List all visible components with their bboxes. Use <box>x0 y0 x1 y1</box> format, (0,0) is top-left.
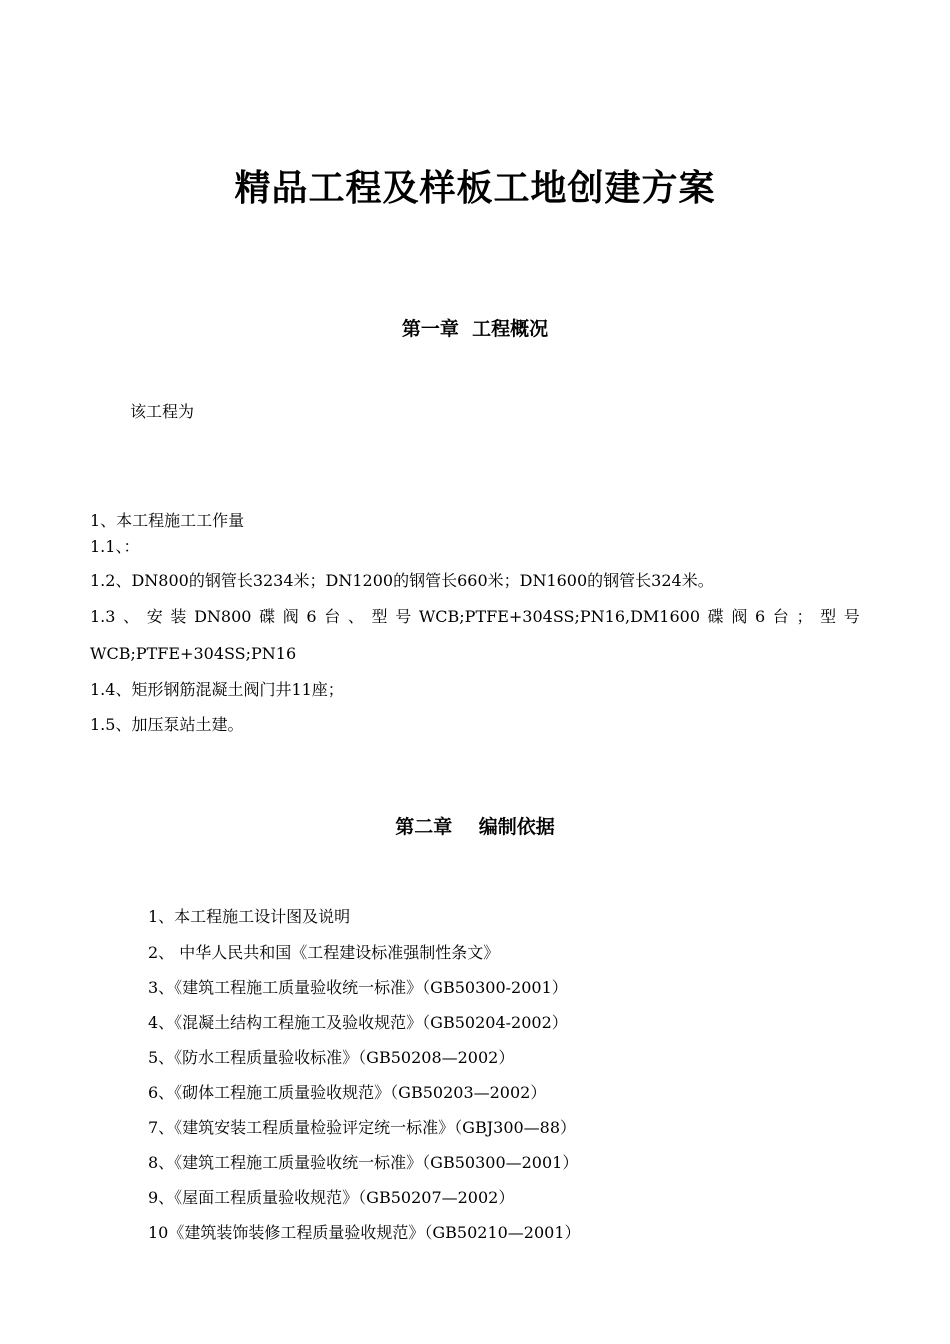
chapter-2-heading: 第二章 编制依据 <box>395 816 555 838</box>
document-title: 精品工程及样板工地创建方案 <box>234 168 716 209</box>
item-1-3-token: 阀 <box>282 607 299 626</box>
item-1-3-token: 1.3 <box>90 607 116 626</box>
basis-item-5: 5、《防水工程质量验收标准》（GB50208—2002） <box>148 1048 515 1067</box>
chapter-1-heading: 第一章 工程概况 <box>401 318 549 340</box>
workload-item-1-5: 1.5、加压泵站土建。 <box>90 715 244 734</box>
item-1-3-token: WCB;PTFE+304SS;PN16,DM1600 <box>418 607 701 626</box>
item-1-3-token: 6 <box>754 607 766 626</box>
basis-item-2: 2、 中华人民共和国《工程建设标准强制性条文》 <box>148 943 500 962</box>
item-1-3-token: 阀 <box>731 607 748 626</box>
item-1-3-token: 碟 <box>259 607 276 626</box>
item-1-3-token: 6 <box>306 607 317 626</box>
basis-item-4: 4、《混凝土结构工程施工及验收规范》（GB50204-2002） <box>148 1013 568 1032</box>
item-1-3-token: 碟 <box>707 607 724 626</box>
basis-item-9: 9、《屋面工程质量验收规范》（GB50207—2002） <box>148 1188 515 1207</box>
basis-item-6: 6、《砌体工程施工质量验收规范》（GB50203—2002） <box>148 1083 547 1102</box>
item-1-3-token: 号 <box>395 607 412 626</box>
workload-item-1-3 <box>90 606 860 628</box>
basis-item-3: 3、《建筑工程施工质量验收统一标准》（GB50300-2001） <box>148 978 568 997</box>
item-1-3-token: 台 <box>772 607 789 626</box>
item-1-3-token: 台 <box>324 607 341 626</box>
item-1-3-token: 号 <box>843 607 860 626</box>
basis-item-8: 8、《建筑工程施工质量验收统一标准》（GB50300—2001） <box>148 1153 579 1172</box>
item-1-3-token: 安 <box>146 607 163 626</box>
item-1-3-token: ； <box>796 607 813 626</box>
item-1-3-token: 、 <box>123 607 140 626</box>
workload-item-1-3-continued: WCB;PTFE+304SS;PN16 <box>90 644 297 663</box>
item-1-3-token: 、 <box>347 607 364 626</box>
basis-item-10: 10《建筑装饰装修工程质量验收规范》（GB50210—2001） <box>148 1223 581 1242</box>
workload-item-1-2: 1.2、DN800的钢管长3234米；DN1200的钢管长660米；DN1600的钢管长324米。 <box>90 571 714 590</box>
chapter-1-intro: 该工程为 <box>130 402 195 421</box>
item-1-3-token: DN800 <box>194 607 252 626</box>
workload-item-1-4: 1.4、矩形钢筋混凝土阀门井11座； <box>90 680 344 699</box>
item-1-3-token: 型 <box>371 607 388 626</box>
basis-item-1: 1、本工程施工设计图及说明 <box>148 907 351 926</box>
item-1-3-token: 装 <box>170 607 187 626</box>
workload-item-1-1: 1.1、： <box>90 537 140 556</box>
workload-heading: 1、本工程施工工作量 <box>90 511 245 530</box>
basis-item-7: 7、《建筑安装工程质量检验评定统一标准》（GBJ300—88） <box>148 1118 577 1137</box>
item-1-3-token: 型 <box>820 607 837 626</box>
